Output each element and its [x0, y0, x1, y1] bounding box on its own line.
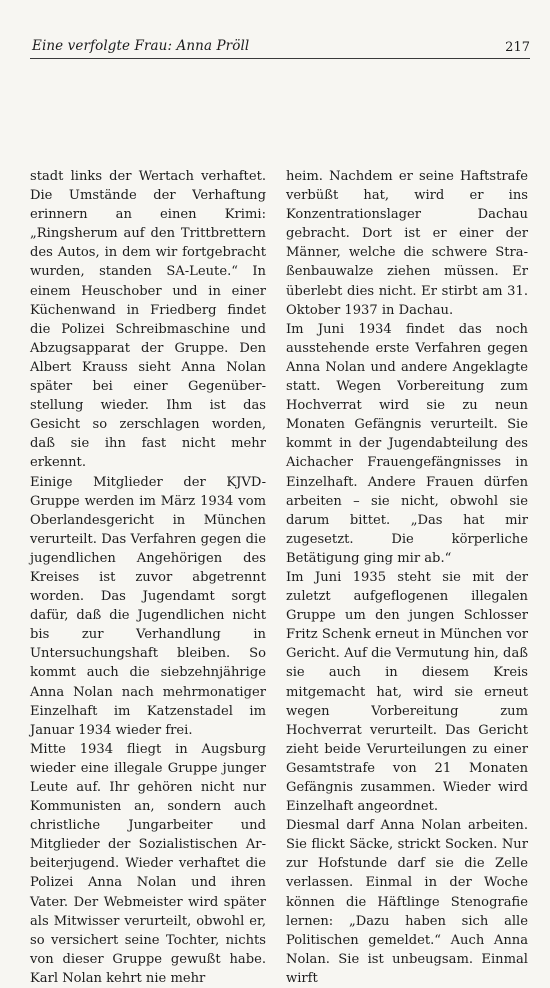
- paragraph: stadt links der Wertach verhaftet. Die Umstände der Verhaftung erinnern an einen Krimi: „Ringsherum auf den Trittbrettern des Autos, in dem wir fortgebracht wurden, standen SA-Leute.“ In einem Heuschober und in einer Küchenwand in Friedberg findet die Polizei Schreibmaschine und Abzugsapparat der Gruppe. Den Albert Krauss sieht Anna Nolan später bei einer Gegenüberstellung wieder. Ihm ist das Gesicht so zerschlagen worden, daß sie ihn fast nicht mehr erkennt.: [30, 169, 266, 471]
- right-column: [286, 167, 528, 988]
- paragraph: Einige Mitglieder der KJVD-Gruppe werden im März 1934 vom Oberlandesgericht in München verurteilt. Das Verfahren gegen die jugendlichen Angehörigen des Kreises ist zuvor abgetrennt worden. Das Jugendamt sorgt dafür, daß die Jugendlichen nicht bis zur Verhandlung in Untersuchungshaft bleiben. So kommt auch die siebzehnjährige Anna Nolan nach mehrmonatiger Einzelhaft im Katzenstadel im Januar 1934 wieder frei.: [30, 474, 266, 738]
- page-number: 217: [505, 40, 530, 55]
- running-header: [30, 38, 530, 59]
- paragraph: Diesmal darf Anna Nolan arbeiten. Sie flickt Säcke, strickt Socken. Nur zur Hofstunde darf sie die Zelle verlassen. Einmal in der Woche können die Häftlinge Stenografie lernen: „Dazu haben sich alle Politischen gemeldet.“ Auch Anna Nolan. Sie ist unbeugsam. Einmal wirft: [286, 818, 528, 986]
- left-column: [30, 167, 266, 988]
- running-title: Eine verfolgte Frau: Anna Pröll: [32, 38, 250, 54]
- paragraph: Im Juni 1935 steht sie mit der zuletzt aufgeflogenen illegalen Gruppe um den jungen Schlosser Fritz Schenk erneut in München vor Gericht. Auf die Vermutung hin, daß sie auch in diesem Kreis mitgemacht hat, wird sie erneut wegen Vorbereitung zum Hochverrat verurteilt. Das Gericht zieht beide Verurteilungen zu einer Gesamtstrafe von 21 Monaten Gefängnis zusammen. Wieder wird Einzelhaft angeordnet.: [286, 569, 528, 815]
- paragraph: Im Juni 1934 findet das noch ausstehende erste Verfahren gegen Anna Nolan und andere Angeklagte statt. Wegen Vorbereitung zum Hochverrat wird sie zu neun Monaten Gefängnis verurteilt. Sie kommt in der Jugendabteilung des Aichacher Frauengefängnisses in Einzelhaft. Andere Frauen dürfen arbeiten – sie nicht, obwohl sie darum bittet. „Das hat mir zugesetzt. Die körperliche Betätigung ging mir ab.“: [286, 321, 528, 566]
- paragraph: Mitte 1934 fliegt in Augsburg wieder eine illegale Gruppe junger Leute auf. Ihr gehören nicht nur Kommunisten an, sondern auch christliche Jungarbeiter und Mitglieder der Sozialistischen Arbeiterjugend. Wieder verhaftet die Polizei Anna Nolan und ihren Vater. Der Webmeister wird später als Mitwisser verurteilt, obwohl er, so versichert seine Tochter, nichts von dieser Gruppe gewußt habe. Karl Nolan kehrt nie mehr: [30, 741, 266, 986]
- paragraph: heim. Nachdem er seine Haftstrafe verbüßt hat, wird er ins Konzentrationslager Dachau gebracht. Dort ist er einer der Männer, welche die schwere Straßenbauwalze ziehen müssen. Er überlebt dies nicht. Er stirbt am 31. Oktober 1937 in Dachau.: [286, 169, 528, 318]
